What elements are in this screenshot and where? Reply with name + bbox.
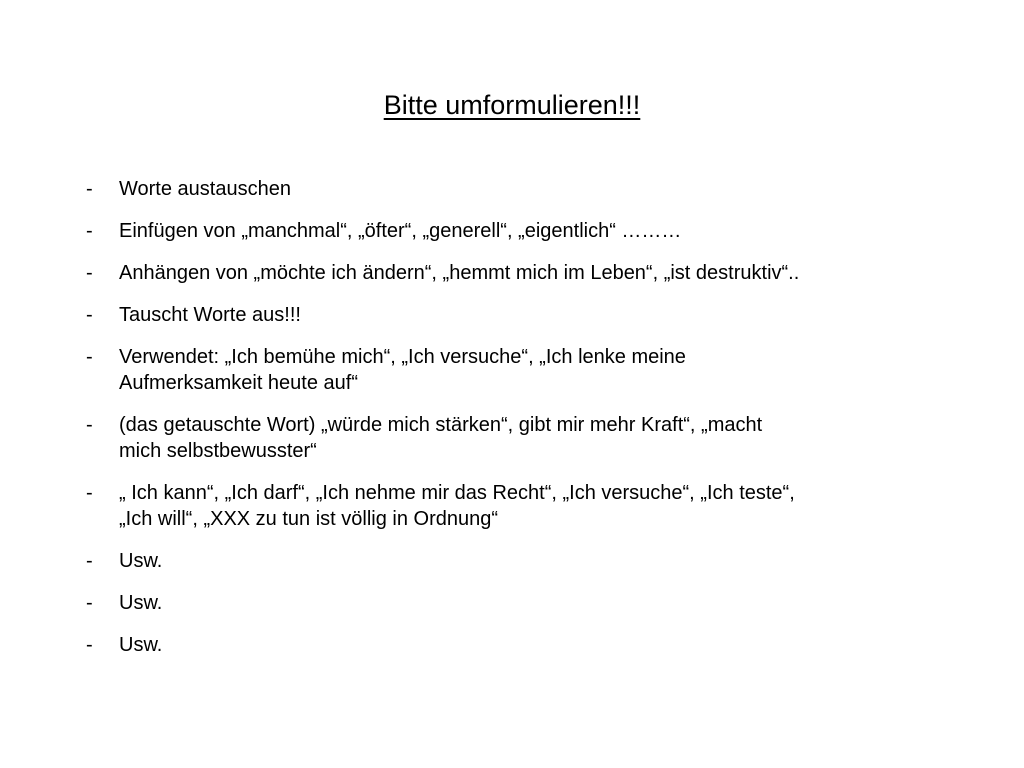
bullet-marker: -: [86, 262, 93, 284]
bullet-item: [86, 632, 966, 658]
bullet-item: [86, 218, 966, 244]
bullet-item: [86, 344, 966, 396]
slide-title: [0, 88, 1024, 122]
bullet-marker: -: [86, 634, 93, 656]
bullet-marker: -: [86, 178, 93, 200]
bullet-text-continuation: mich selbstbewusster“: [119, 440, 317, 462]
bullet-text: Verwendet: „Ich bemühe mich“, „Ich versuche“, „Ich lenke meine: [119, 346, 686, 368]
bullet-item: [86, 548, 966, 574]
bullet-item: [86, 590, 966, 616]
bullet-item: [86, 412, 966, 464]
bullet-text: Usw.: [119, 634, 163, 656]
bullet-text: Usw.: [119, 592, 163, 614]
bullet-text: Anhängen von „möchte ich ändern“, „hemmt mich im Leben“, „ist destruktiv“..: [119, 262, 800, 284]
bullet-text: Einfügen von „manchmal“, „öfter“, „generell“, „eigentlich“ ………: [119, 220, 682, 242]
bullet-text: Tauscht Worte aus!!!: [119, 304, 301, 326]
bullet-marker: -: [86, 304, 93, 326]
bullet-text-continuation: Aufmerksamkeit heute auf“: [119, 372, 358, 394]
bullet-text: „ Ich kann“, „Ich darf“, „Ich nehme mir das Recht“, „Ich versuche“, „Ich teste“,: [119, 482, 795, 504]
bullet-marker: -: [86, 346, 93, 368]
bullet-marker: -: [86, 592, 93, 614]
bullet-marker: -: [86, 220, 93, 242]
bullet-text: (das getauschte Wort) „würde mich stärken“, gibt mir mehr Kraft“, „macht: [119, 414, 763, 436]
slide-title-text: Bitte umformulieren!!!: [383, 90, 641, 120]
bullet-marker: -: [86, 482, 93, 504]
bullet-text-continuation: „Ich will“, „XXX zu tun ist völlig in Ordnung“: [119, 508, 499, 530]
bullet-list: [86, 176, 966, 674]
bullet-text: Worte austauschen: [119, 178, 291, 200]
bullet-item: [86, 260, 966, 286]
bullet-text: Usw.: [119, 550, 163, 572]
bullet-marker: -: [86, 550, 93, 572]
bullet-item: [86, 302, 966, 328]
bullet-item: [86, 176, 966, 202]
bullet-marker: -: [86, 414, 93, 436]
bullet-item: [86, 480, 966, 532]
